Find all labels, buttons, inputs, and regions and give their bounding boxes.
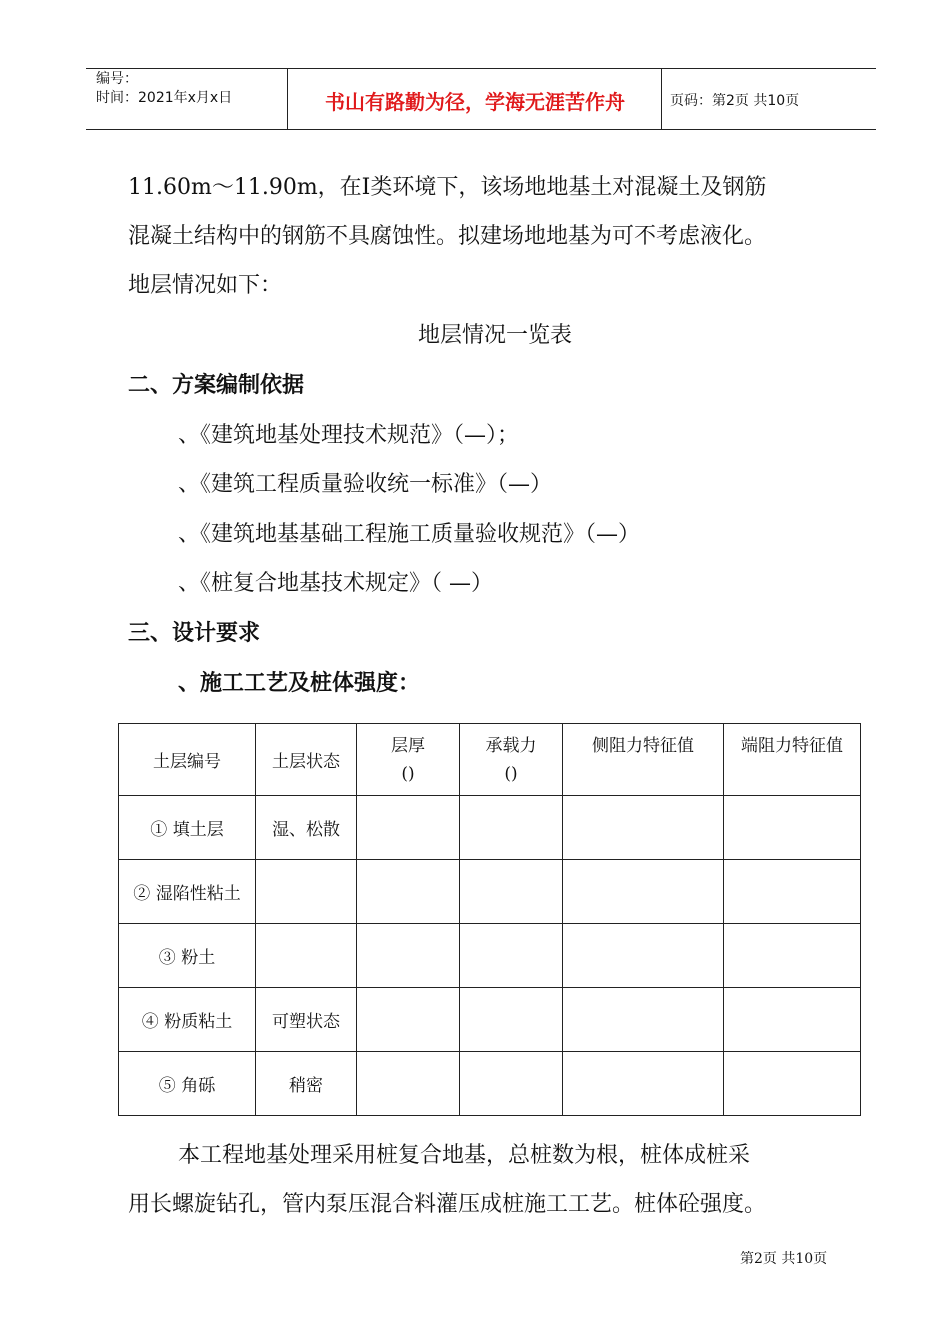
footer-page-number: 第2页 共10页 [740, 1251, 828, 1267]
header-rule-top [86, 68, 876, 69]
table-row [119, 924, 861, 988]
table-cell [563, 1052, 724, 1116]
table-cell: ② 湿陷性粘土 [119, 860, 256, 924]
header-meta [96, 70, 232, 108]
table-cell [724, 860, 861, 924]
body-line: 本工程地基处理采用桩复合地基，总桩数为根，桩体成桩采 [178, 1143, 751, 1168]
column-header-label: 层厚 [391, 736, 425, 756]
table-cell: ⑤ 角砾 [119, 1052, 256, 1116]
table-cell: ④ 粉质粘土 [119, 988, 256, 1052]
table-cell [357, 1052, 460, 1116]
table-cell [460, 924, 563, 988]
table-cell [724, 796, 861, 860]
header-rule-bottom [86, 129, 876, 130]
table-cell [563, 988, 724, 1052]
header-divider [287, 68, 288, 130]
table-cell [256, 924, 357, 988]
body-line: 11.60m～11.90m，在Ⅰ类环境下，该场地地基土对混凝土及钢筋 [128, 175, 767, 200]
column-header: 土层状态 [256, 724, 357, 796]
table-header-row [119, 724, 861, 796]
body-line: 混凝土结构中的钢筋不具腐蚀性。拟建场地地基为可不考虑液化。 [128, 224, 767, 249]
column-header-label: 承载力 [485, 736, 537, 756]
column-header: 土层编号 [119, 724, 256, 796]
column-header [460, 724, 563, 796]
body-line: 用长螺旋钻孔，管内泵压混合料灌压成桩施工工艺。桩体砼强度。 [128, 1192, 767, 1217]
table-title: 地层情况一览表 [418, 323, 573, 348]
table-row [119, 860, 861, 924]
column-header: 端阻力特征值 [724, 724, 861, 796]
table-row [119, 796, 861, 860]
table-cell: 可塑状态 [256, 988, 357, 1052]
reference-item: 、《桩复合地基技术规定》（ —） [178, 571, 493, 596]
table-cell [460, 1052, 563, 1116]
table-cell [563, 860, 724, 924]
column-header [357, 724, 460, 796]
table-cell [357, 796, 460, 860]
table-cell [724, 1052, 861, 1116]
table-cell [724, 924, 861, 988]
table-cell [256, 860, 357, 924]
table-row [119, 988, 861, 1052]
column-header-unit: () [504, 764, 518, 784]
reference-item: 、《建筑地基基础工程施工质量验收规范》（—） [178, 522, 641, 547]
reference-item: 、《建筑地基处理技术规范》（—）； [178, 423, 520, 448]
document-number: 编号： [96, 71, 138, 87]
table-cell [563, 796, 724, 860]
column-header: 侧阻力特征值 [563, 724, 724, 796]
table-cell [563, 924, 724, 988]
table-cell: ① 填土层 [119, 796, 256, 860]
body-line: 地层情况如下： [128, 273, 283, 298]
table-cell: 湿、松散 [256, 796, 357, 860]
header-divider [661, 68, 662, 130]
document-date: 时间：2021年x月x日 [96, 90, 233, 106]
table-row [119, 1052, 861, 1116]
table-cell [724, 988, 861, 1052]
header-motto: 书山有路勤为径，学海无涯苦作舟 [325, 90, 625, 114]
table-cell [357, 860, 460, 924]
reference-item: 、《建筑工程质量验收统一标准》（—） [178, 472, 553, 497]
table-cell [460, 988, 563, 1052]
section-heading: 三、设计要求 [128, 621, 261, 646]
table-cell [460, 796, 563, 860]
header-page-number: 页码：第2页 共10页 [670, 93, 800, 109]
section-heading: 二、方案编制依据 [128, 373, 305, 398]
table-cell: ③ 粉土 [119, 924, 256, 988]
table-cell [357, 988, 460, 1052]
table-cell [357, 924, 460, 988]
strata-table [118, 723, 861, 1116]
subsection-heading: 、施工工艺及桩体强度： [178, 671, 421, 696]
column-header-unit: () [401, 764, 415, 784]
table-cell [460, 860, 563, 924]
table-cell: 稍密 [256, 1052, 357, 1116]
